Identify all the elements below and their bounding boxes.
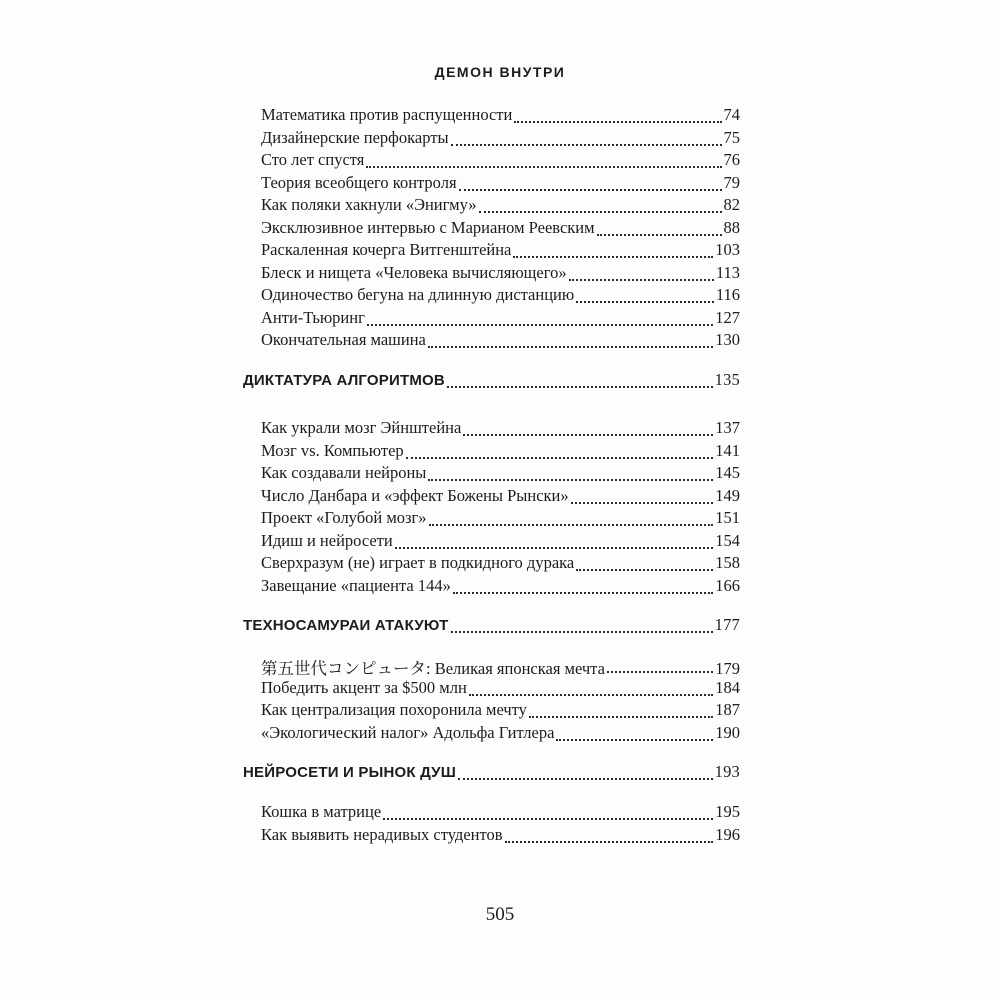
toc-entry: [261, 128, 740, 150]
toc-page-number: 76: [723, 150, 740, 169]
toc-page-number: 127: [715, 307, 740, 327]
toc-entry: [261, 700, 740, 722]
dot-leader: [406, 451, 714, 459]
toc-page-number: 166: [715, 575, 740, 595]
dot-leader: [447, 380, 713, 388]
toc-entry: [261, 173, 740, 195]
toc-title: ДИКТАТУРА АЛГОРИТМОВ: [243, 372, 445, 389]
toc-entry: [261, 308, 740, 330]
dot-leader: [459, 183, 722, 191]
toc-page-number: 195: [715, 802, 740, 821]
toc-page-number: 82: [723, 195, 740, 214]
dot-leader: [479, 205, 722, 213]
dot-leader: [429, 518, 714, 526]
toc-title: Эксклюзивное интервью с Марианом Реевским: [261, 217, 595, 237]
toc-title: Кошка в матрице: [261, 802, 382, 821]
toc-page-number: 130: [715, 330, 740, 349]
toc-title: Мозг vs. Компьютер: [261, 440, 404, 460]
toc-page-number: 137: [715, 418, 740, 437]
dot-leader: [571, 496, 714, 504]
dot-leader: [367, 318, 713, 326]
toc-page-number: 151: [715, 508, 740, 527]
toc-page-number: 149: [715, 485, 740, 505]
toc-entry: [261, 105, 740, 127]
toc-page-number: 141: [715, 440, 740, 460]
toc-entry: [261, 218, 740, 240]
dot-leader: [576, 563, 713, 571]
toc-chapter-heading: [243, 370, 740, 392]
toc-entry: [261, 195, 740, 217]
toc-title: Дизайнерские перфокарты: [261, 127, 449, 147]
dot-leader: [366, 160, 721, 168]
toc-entry: [261, 531, 740, 553]
toc-title: Сто лет спустя: [261, 150, 365, 169]
toc-title: Раскаленная кочерга Витгенштейна: [261, 240, 512, 259]
toc-title: ТЕХНОСАМУРАИ АТАКУЮТ: [243, 617, 449, 634]
toc-title: «Экологический налог» Адольфа Гитлера: [261, 722, 555, 742]
toc-page-number: 113: [715, 262, 740, 282]
toc-page-number: 145: [715, 463, 740, 482]
toc-entry: [261, 825, 740, 847]
toc-page-number: 190: [715, 722, 740, 742]
dot-leader: [576, 295, 714, 303]
toc-title: Идиш и нейросети: [261, 530, 393, 550]
dot-leader: [556, 733, 713, 741]
toc-title: Как создавали нейроны: [261, 463, 427, 482]
dot-leader: [607, 665, 713, 673]
toc-entry: [261, 576, 740, 598]
dot-leader: [597, 228, 722, 236]
toc-title: Теория всеобщего контроля: [261, 172, 457, 192]
toc-entry: [261, 678, 740, 700]
toc-entry: [261, 486, 740, 508]
dot-leader: [458, 772, 713, 780]
dot-leader: [569, 273, 714, 281]
toc-title: 第五世代コンピュータ: Великая японская мечта: [261, 659, 605, 678]
toc-chapter-heading: [243, 615, 740, 637]
toc-page-number: 103: [715, 240, 740, 259]
toc-entry: [261, 441, 740, 463]
toc-title: Завещание «пациента 144»: [261, 575, 451, 595]
toc-page-number: 193: [714, 762, 740, 781]
toc-title: Победить акцент за $500 млн: [261, 677, 467, 697]
dot-leader: [463, 428, 713, 436]
toc-title: Проект «Голубой мозг»: [261, 508, 427, 527]
dot-leader: [469, 688, 713, 696]
dot-leader: [383, 812, 713, 820]
toc-entry: [261, 330, 740, 352]
toc-title: Как централизация похоронила мечту: [261, 700, 527, 719]
dot-leader: [513, 250, 713, 258]
dot-leader: [428, 473, 713, 481]
toc-entry: [261, 263, 740, 285]
toc-title: Окончательная машина: [261, 330, 426, 349]
toc-title: Число Данбара и «эффект Божены Рынски»: [261, 485, 569, 505]
toc-entry: [261, 240, 740, 262]
toc-entry: [261, 553, 740, 575]
toc-title: Как выявить нерадивых студентов: [261, 824, 503, 844]
toc-title: НЕЙРОСЕТИ И РЫНОК ДУШ: [243, 764, 456, 781]
toc-entry: [261, 463, 740, 485]
toc-page-number: 74: [723, 105, 740, 124]
toc-page-number: 196: [715, 824, 740, 844]
toc-page-number: 158: [715, 553, 740, 572]
dot-leader: [395, 541, 714, 549]
toc-page-number: 177: [714, 615, 740, 634]
toc-page-number: 135: [714, 370, 740, 389]
toc-entry: [261, 723, 740, 745]
toc-entry: [261, 150, 740, 172]
toc-page-number: 79: [723, 172, 740, 192]
toc-page-number: 184: [715, 677, 740, 697]
page-number: 505: [485, 904, 515, 925]
toc-title: Анти-Тьюринг: [261, 307, 365, 327]
dot-leader: [451, 138, 722, 146]
toc-page-number: 179: [715, 659, 740, 678]
toc-page-number: 88: [723, 217, 740, 237]
dot-leader: [505, 835, 714, 843]
toc-entry: [261, 802, 740, 824]
toc-page-number: 116: [715, 285, 740, 304]
toc-entry: [261, 655, 740, 677]
toc-title: Одиночество бегуна на длинную дистанцию: [261, 285, 575, 304]
dot-leader: [428, 340, 713, 348]
toc-entry: [261, 285, 740, 307]
toc-page-number: 75: [723, 127, 740, 147]
toc-entry: [261, 508, 740, 530]
toc-title: Как украли мозг Эйнштейна: [261, 418, 462, 437]
toc-title: Как поляки хакнули «Энигму»: [261, 195, 477, 214]
dot-leader: [453, 586, 713, 594]
toc-entry: [261, 418, 740, 440]
toc-title: Блеск и нищета «Человека вычисляющего»: [261, 262, 567, 282]
toc-page-number: 187: [715, 700, 740, 719]
dot-leader: [529, 710, 713, 718]
toc-title: Математика против распущенности: [261, 105, 513, 124]
toc-title: Сверхразум (не) играет в подкидного дурака: [261, 553, 575, 572]
dot-leader: [451, 625, 713, 633]
toc-page-number: 154: [715, 530, 740, 550]
running-header: ДЕМОН ВНУТРИ: [434, 64, 566, 80]
dot-leader: [514, 115, 721, 123]
toc-chapter-heading: [243, 762, 740, 784]
